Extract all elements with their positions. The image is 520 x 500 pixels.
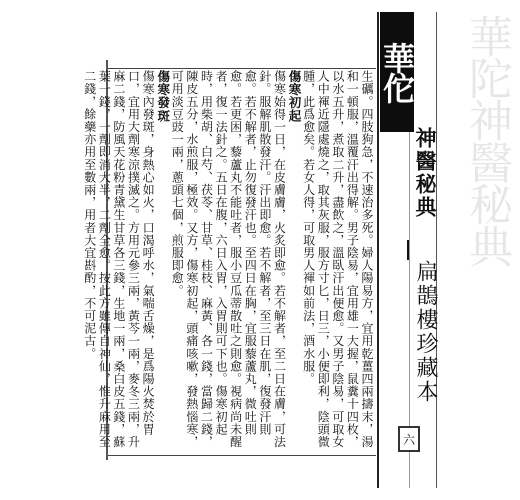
series-cap-block [380, 12, 414, 132]
series-cap-text: 華佗 [378, 42, 416, 102]
body-paragraph: 傷寒內發斑，身熱心如火，口渴呼水，氣喘舌燥，是爲陽火焚於胃口，宜用大劑寒涼撲滅之。方用元參三兩，黃芩一兩，麥冬三兩，升麻二錢，防風天花粉青黛生甘草各三錢，生地一兩，桑白皮五錢，蘇葉一錢，一劑即消大半，二劑全愈。按此方雖傳自神仙，惟升麻用至二錢，餘藥亦用至數兩，用者大宜斟酌，不可泥古。 [82, 70, 156, 448]
series-title: 神醫秘典 [413, 127, 438, 219]
calligraphy-watermark [440, 14, 510, 484]
book-title: 扁鵲樓珍藏本 [413, 260, 438, 404]
page-number [398, 426, 420, 452]
page-number-text: 六 [402, 432, 415, 447]
watermark-text: 華陀神醫秘典 [461, 14, 512, 266]
title-divider [407, 240, 409, 260]
section-heading: 傷寒發斑 [155, 70, 171, 123]
body-paragraph: 生礪。四肢狗急，不速治多死。婦人陽易方，宜用乾薑四兩擣末，湯和一頓服，溫覆汗出得解。男子陰易，宜用雄一大握，鼠糞十四枚，以水五升，煮取二升，盡飲之，溫臥汗出便愈。又男子陰易，可取女人中褌近隱處燒之，取其灰服，服方寸匕，日三，小便即利，陰頭微腫，此爲愈矣。若女人得，可取男人褌如前法，酒水服。 [301, 70, 374, 448]
body-paragraph: 傷寒始得一日，在皮膚膚，火炙即愈。若不解者，至二日在膚，可法針。服解肌散發汗。汗出即愈。若不解者，至三日在肌，復發汗則愈。若不解者，止勿復發汗也。至四日在胸，宜服藜蘆丸，微吐則愈。若更困，藜蘆丸不能吐者，服小豆瓜蒂散吐之則愈。視病尚未醒者，復一法針之。五日在腹，六日入胃，入胃則可下也。傷寒初起時，用柴胡、白芍、茯苓、甘草、桂枝、麻黃、各一錢，當歸二錢，陳皮五分，水煎服，極效。又方，傷寒初起，頭痛咳嗽，發熱惱寒，可用淡豆豉一兩，蔥頭七個，煎服即愈。 [170, 70, 287, 448]
title-band [377, 12, 437, 488]
section-heading: 傷寒初起 [287, 70, 303, 123]
main-text-body [82, 70, 374, 454]
